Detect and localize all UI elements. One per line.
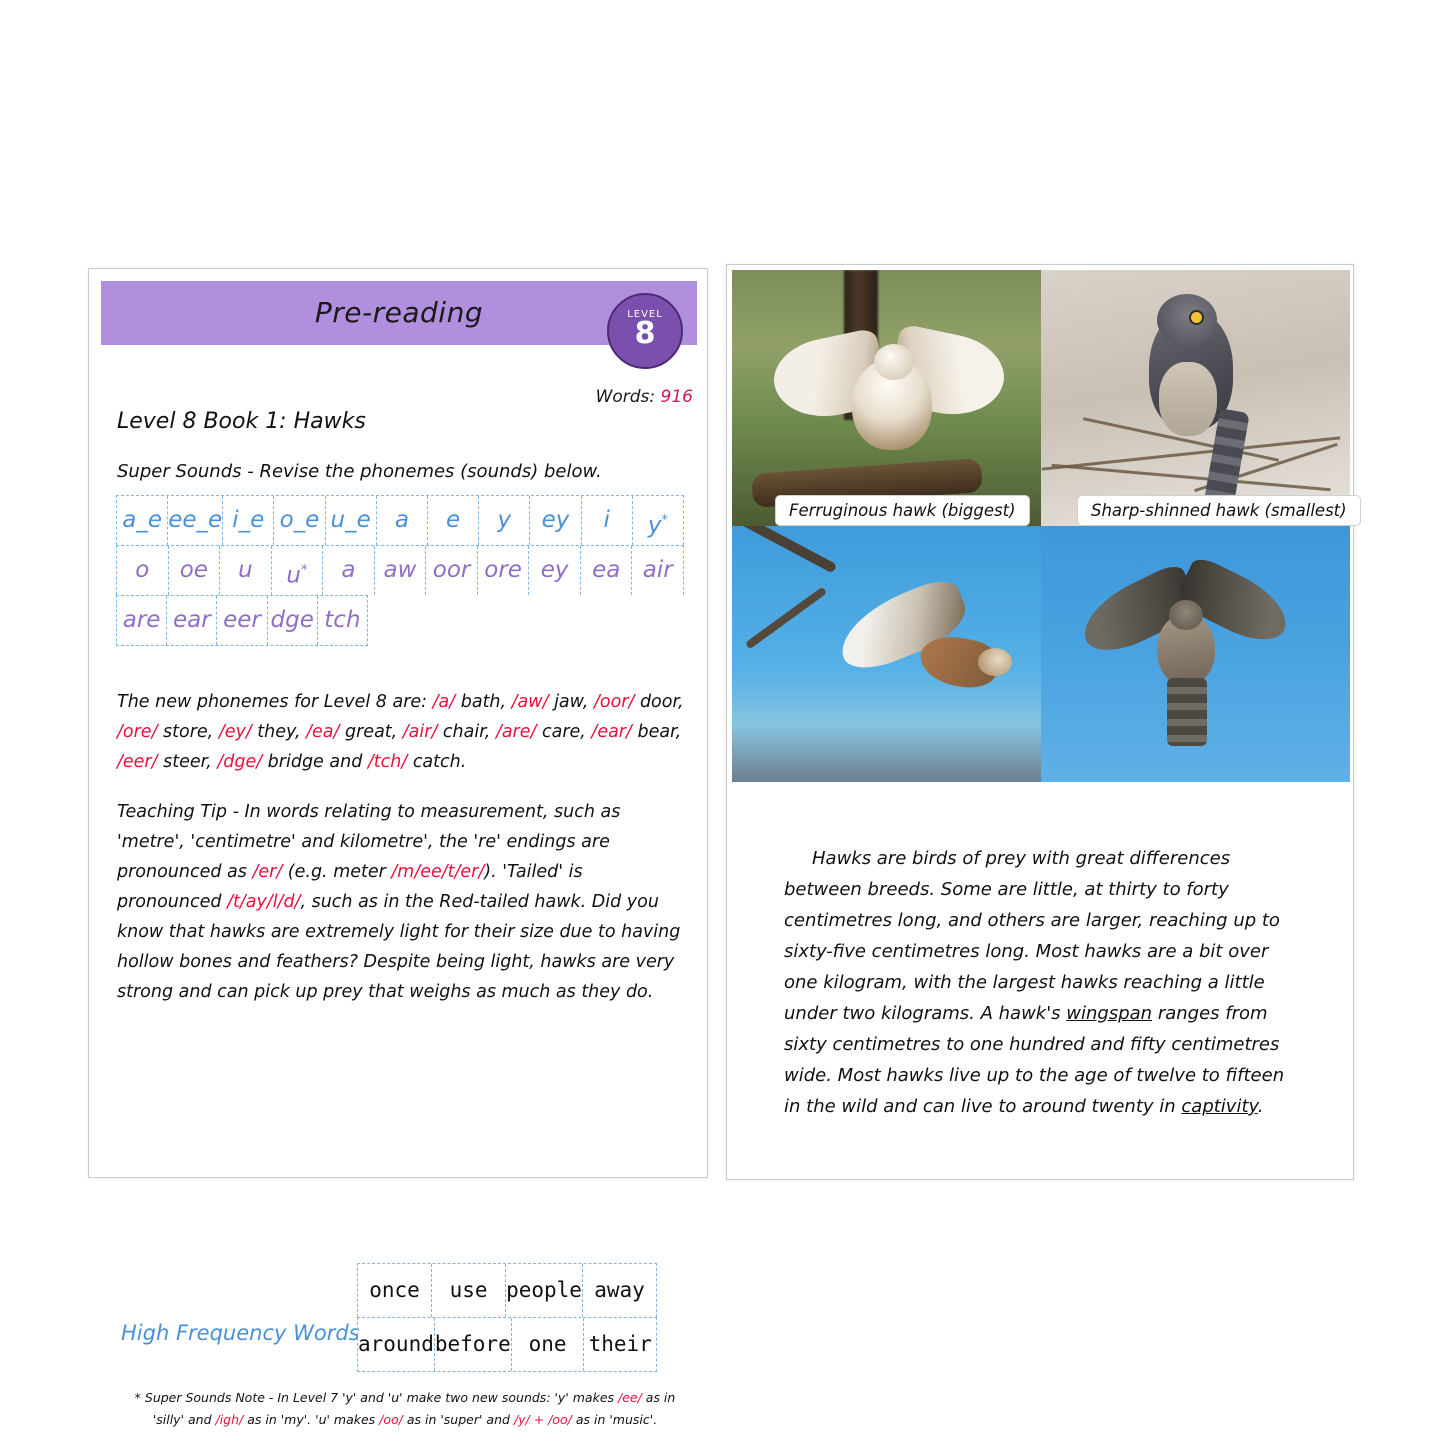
phoneme-row [116, 545, 684, 595]
phoneme-cell: oor [426, 546, 478, 595]
left-page [88, 268, 708, 1427]
hfw-cell: one [512, 1318, 585, 1371]
hfw-row [357, 1317, 657, 1372]
super-sounds-instruction: Super Sounds - Revise the phonemes (sounds) below. [117, 461, 602, 482]
phoneme-cell: air [642, 557, 673, 583]
phoneme-cell: ey [530, 496, 581, 545]
hfw-cell: away [594, 1278, 645, 1302]
phoneme-row [116, 595, 368, 646]
words-value: 916 [660, 387, 693, 407]
hfw-cell: their [588, 1332, 652, 1356]
phoneme-cell: dge [268, 596, 318, 645]
hawk-taking-off-photo [732, 526, 1041, 782]
phoneme-cell: y* [647, 512, 668, 539]
hfw-cell: people [506, 1264, 583, 1317]
phoneme-cell: y [479, 496, 530, 545]
phoneme-cell: ey [529, 546, 581, 595]
words-label: Words: [595, 387, 661, 407]
photo-grid [732, 270, 1350, 782]
high-frequency-words-grid [357, 1263, 657, 1372]
phoneme-cell: eer [217, 596, 267, 645]
phoneme-cell: tch [324, 607, 361, 633]
photo-caption-sharp-shinned: Sharp-shinned hawk (smallest) [1077, 495, 1361, 526]
phoneme-cell: e [428, 496, 479, 545]
hfw-cell: around [358, 1318, 435, 1371]
phoneme-cell: o [117, 546, 169, 595]
book-title: Level 8 Book 1: Hawks [117, 409, 366, 434]
phoneme-cell: are [117, 596, 167, 645]
high-frequency-words-label: High Frequency Words [121, 1321, 360, 1345]
phoneme-grid [116, 495, 684, 646]
phoneme-cell: ee_e [168, 496, 223, 545]
phoneme-cell: oe [169, 546, 221, 595]
hfw-cell: once [358, 1264, 432, 1317]
page-title: Pre-reading [314, 296, 484, 329]
right-page [726, 264, 1354, 1180]
super-sounds-footnote: * Super Sounds Note - In Level 7 'y' and 'u' make two new sounds: 'y' makes /ee/ as in 'silly' and /igh/ as in 'my'. 'u' makes /oo/ as in 'super' and /y/ + /oo/ as in 'music'. [134, 1390, 676, 1427]
phoneme-cell: o_e [274, 496, 325, 545]
sharp-shinned-hawk-photo [1041, 270, 1350, 526]
level-badge-word: LEVEL [627, 309, 663, 320]
phoneme-cell: i [582, 496, 633, 545]
phoneme-cell: ea [581, 546, 633, 595]
hfw-cell: before [435, 1318, 512, 1371]
words-count [596, 387, 693, 407]
phoneme-cell: u_e [326, 496, 377, 545]
ferruginous-hawk-photo [732, 270, 1041, 526]
phoneme-cell: u* [272, 546, 324, 595]
hawk-in-flight-photo [1041, 526, 1350, 782]
phoneme-cell: a_e [117, 496, 168, 545]
phoneme-cell: a [377, 496, 428, 545]
hfw-cell: use [432, 1264, 506, 1317]
level-badge [607, 293, 683, 369]
phoneme-cell: u [220, 546, 272, 595]
story-body-text: Hawks are birds of prey with great differences between breeds. Some are little, at thirty to forty centimetres long, and others are larger, reaching up to sixty-five centimetres long. Most hawks are a bit over one kilogram, with the largest hawks reaching a little under two kilograms. A hawk's wingspan ranges from sixty centimetres to one hundred and fifty centimetres wide. Most hawks live up to the age of twelve to fifteen in the wild and can live to around twenty in captivity. [784, 848, 1285, 1117]
level-badge-number: 8 [634, 316, 656, 351]
teaching-tip-paragraph: Teaching Tip - In words relating to measurement, such as 'metre', 'centimetre' and kilometre', the 're' endings are pronounced as /er/ (e.g. meter /m/ee/t/er/). 'Tailed' is pronounced /t/ay/l/d/, such as in the Red-tailed hawk. Did you know that hawks are extremely light for their size due to having hollow bones and feathers? Despite being light, hawks are very strong and can pick up prey that weighs as much as they do. [117, 802, 681, 1002]
phoneme-cell: i_e [223, 496, 274, 545]
phoneme-cell: aw [375, 546, 427, 595]
phoneme-cell: ore [478, 546, 530, 595]
new-phonemes-paragraph: The new phonemes for Level 8 are: /a/ bath, /aw/ jaw, /oor/ door, /ore/ store, /ey/ they, /ea/ great, /air/ chair, /are/ care, /ear/ bear, /eer/ steer, /dge/ bridge and /tch/ catch. [117, 692, 684, 772]
hfw-row [357, 1263, 657, 1317]
phoneme-cell: a [323, 546, 375, 595]
phoneme-cell: ear [167, 596, 217, 645]
photo-caption-ferruginous: Ferruginous hawk (biggest) [775, 495, 1030, 526]
phoneme-row [116, 495, 684, 545]
